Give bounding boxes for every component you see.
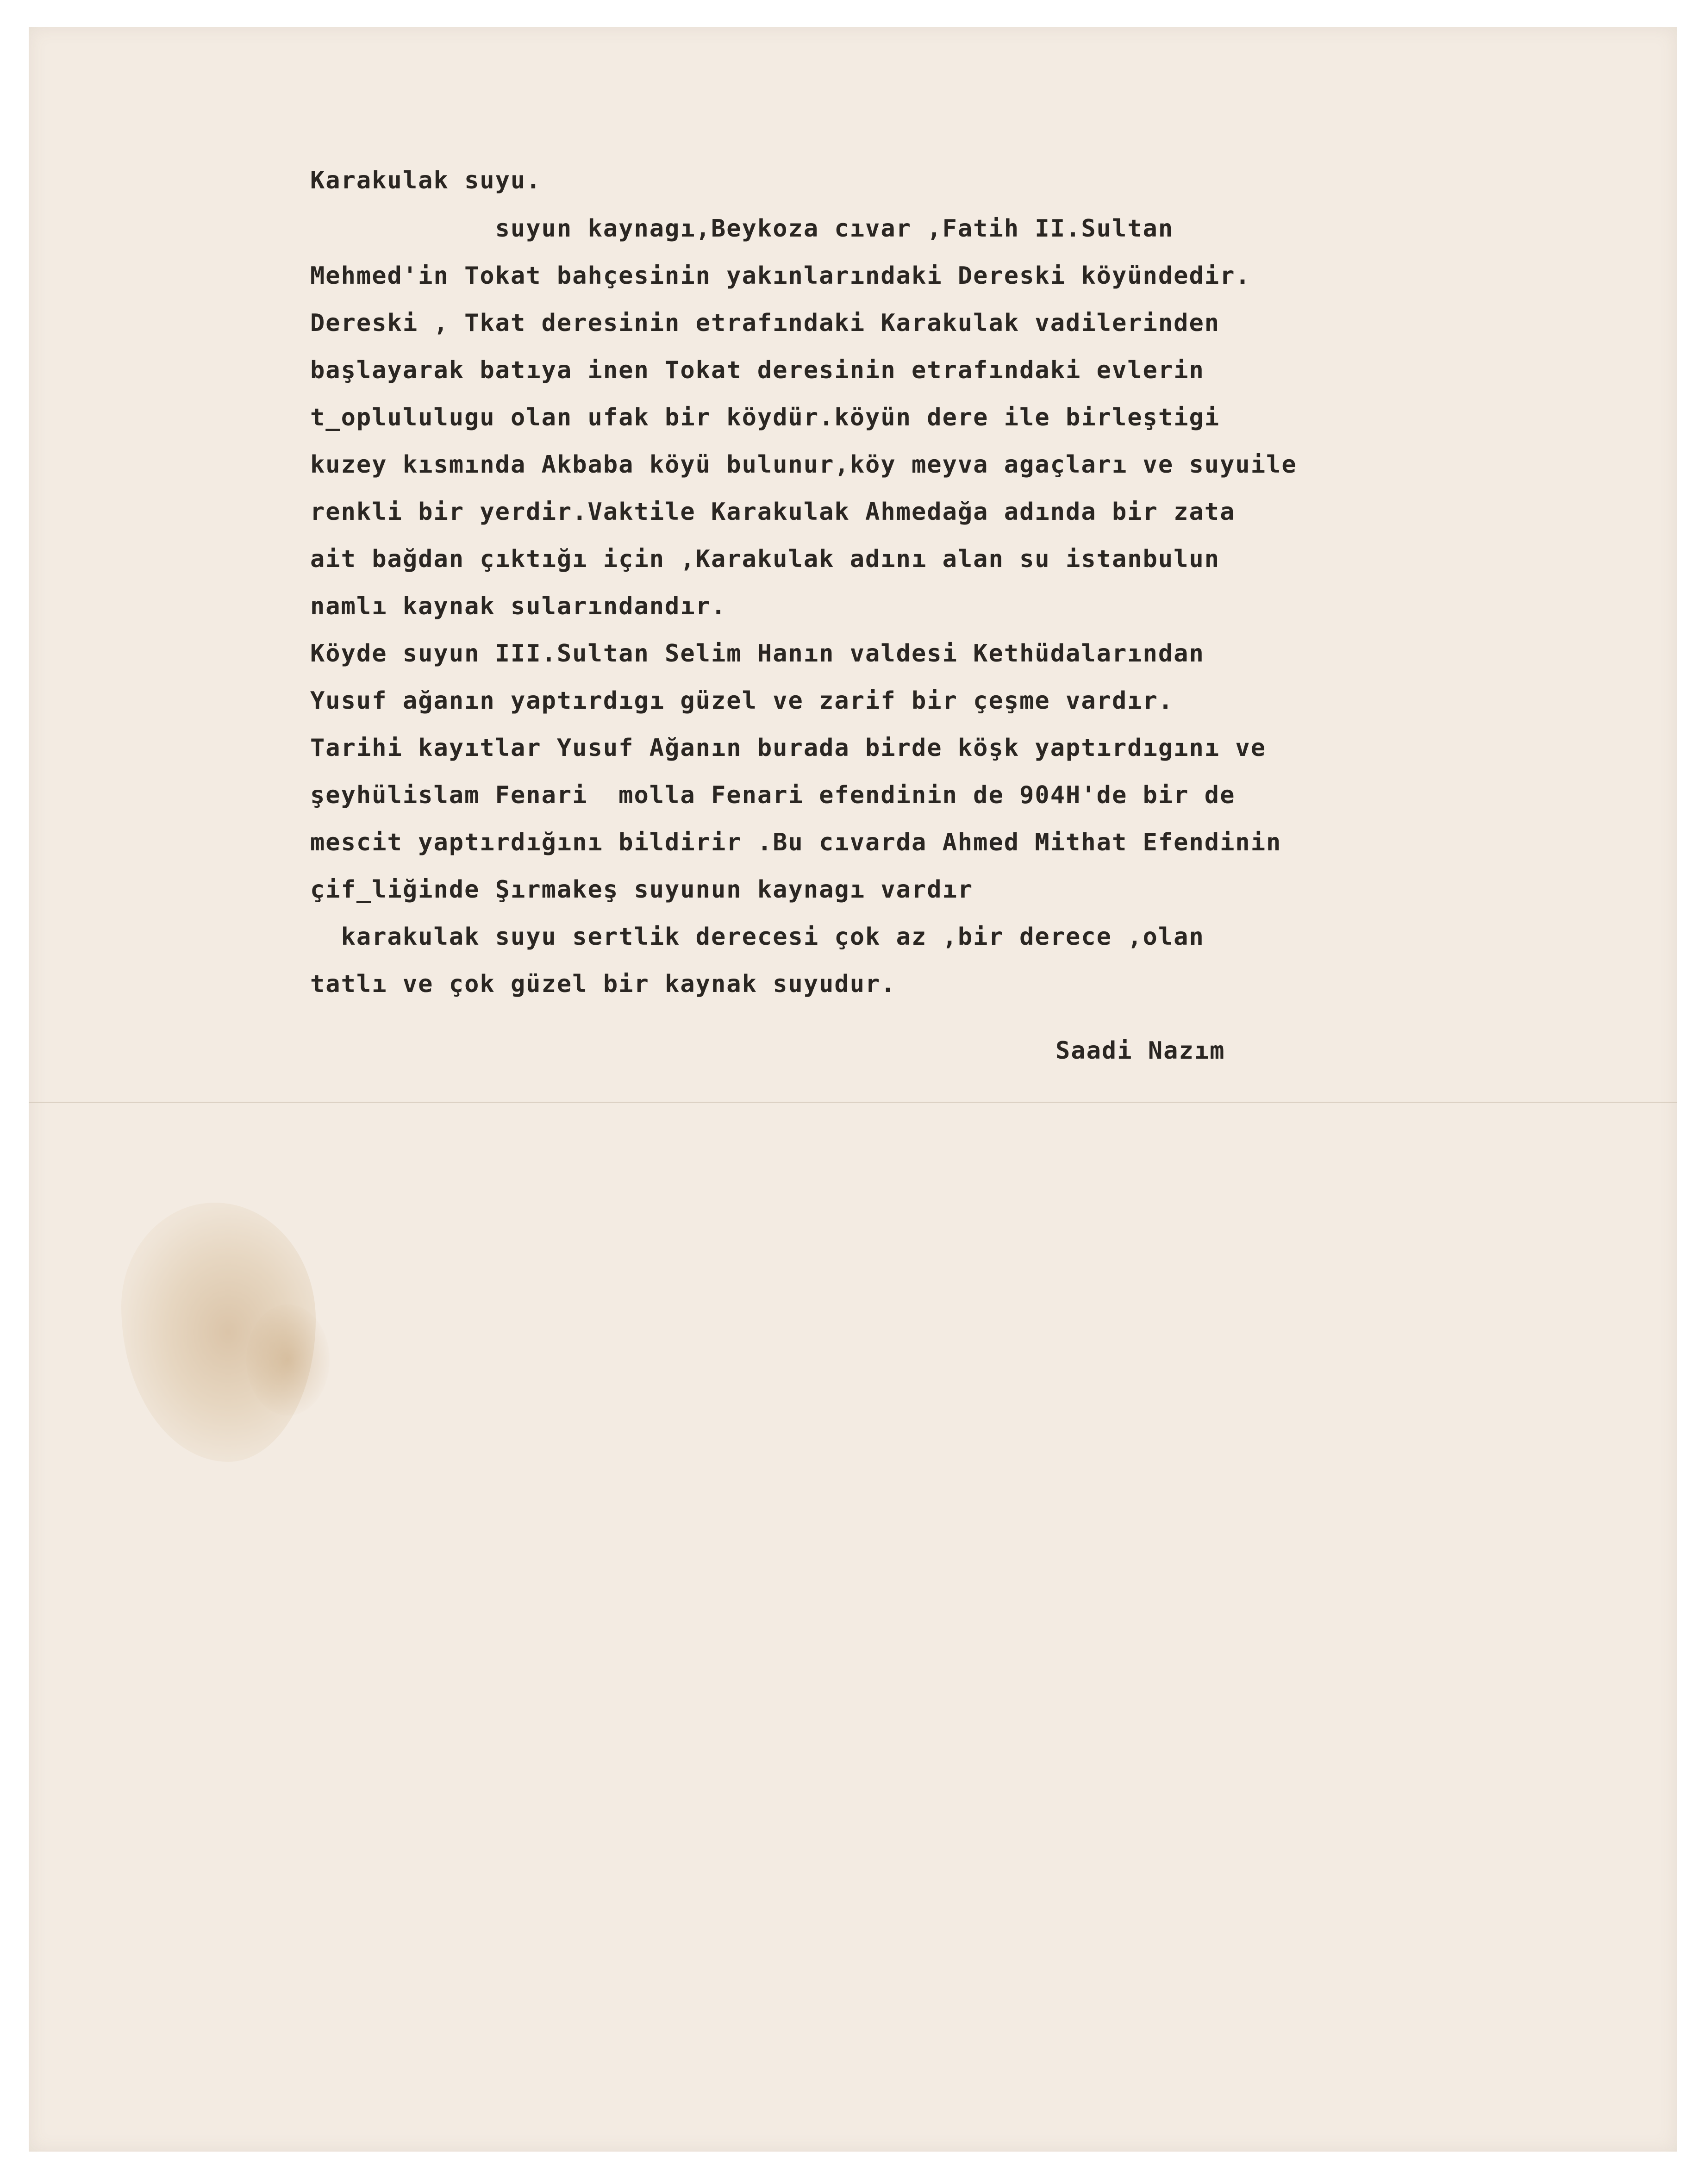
text-line: karakulak suyu sertlik derecesi çok az ,bir derece ,olan: [310, 923, 1205, 951]
text-line: Mehmed'in Tokat bahçesinin yakınlarındaki Dereski köyündedir.: [310, 262, 1251, 290]
water-stain-small: [246, 1304, 330, 1416]
text-line: tatlı ve çok güzel bir kaynak suyudur.: [310, 970, 896, 998]
paper-sheet: [29, 27, 1677, 2152]
document-title: Karakulak suyu.: [310, 167, 542, 194]
fold-line: [29, 1102, 1677, 1103]
text-line: Köyde suyun III.Sultan Selim Hanın valdesi Kethüdalarından: [310, 640, 1205, 668]
text-line: namlı kaynak sularındandır.: [310, 593, 727, 620]
signature: Saadi Nazım: [1055, 1037, 1225, 1065]
text-line: t_oplululugu olan ufak bir köydür.köyün dere ile birleştigi: [310, 404, 1220, 431]
text-line: ait bağdan çıktığı için ,Karakulak adını alan su istanbulun: [310, 545, 1220, 573]
text-line: renkli bir yerdir.Vaktile Karakulak Ahmedağa adında bir zata: [310, 498, 1236, 526]
text-line: Yusuf ağanın yaptırdıgı güzel ve zarif bir çeşme vardır.: [310, 687, 1174, 715]
text-line: mescit yaptırdığını bildirir .Bu cıvarda Ahmed Mithat Efendinin: [310, 829, 1282, 856]
text-line: şeyhülislam Fenari molla Fenari efendinin de 904H'de bir de: [310, 781, 1236, 809]
text-line: Tarihi kayıtlar Yusuf Ağanın burada birde köşk yaptırdıgını ve: [310, 734, 1267, 762]
text-line: Dereski , Tkat deresinin etrafındaki Karakulak vadilerinden: [310, 309, 1220, 337]
text-line: çif_liğinde Şırmakeş suyunun kaynagı vardır: [310, 876, 974, 904]
text-line: kuzey kısmında Akbaba köyü bulunur,köy meyva agaçları ve suyuile: [310, 451, 1297, 479]
text-line: başlayarak batıya inen Tokat deresinin etrafındaki evlerin: [310, 356, 1205, 384]
text-line: suyun kaynagı,Beykoza cıvar ,Fatih II.Sultan: [310, 215, 1174, 243]
